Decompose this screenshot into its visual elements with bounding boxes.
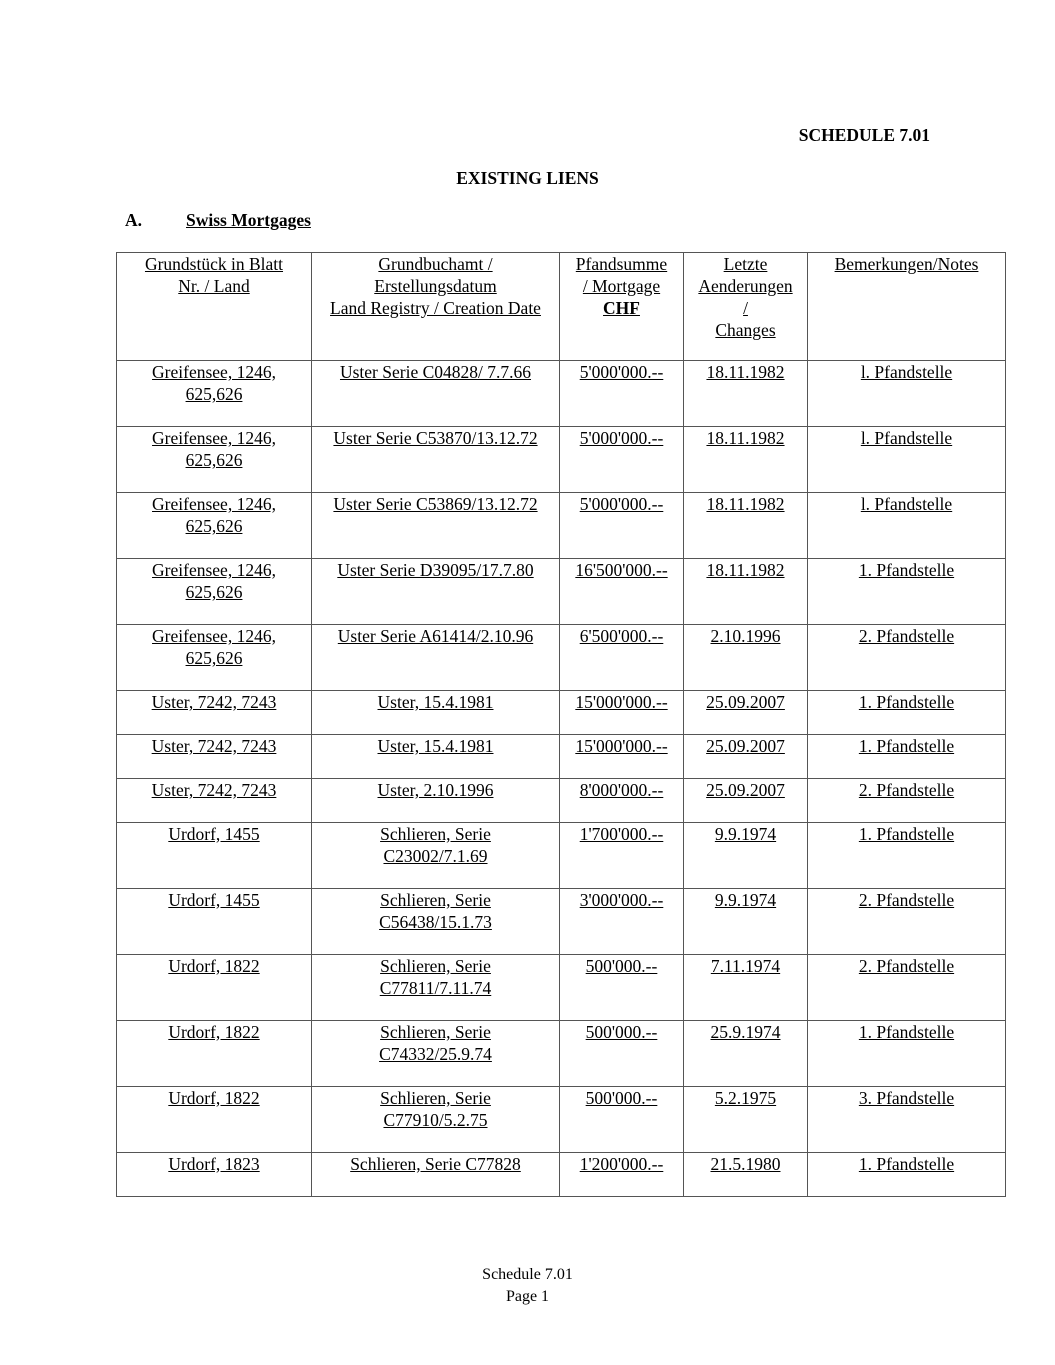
table-row — [117, 955, 1006, 1021]
cell-land: Uster, 7242, 7243 — [117, 691, 312, 735]
cell-registry: Uster, 15.4.1981 — [312, 735, 560, 779]
document-title: EXISTING LIENS — [456, 168, 599, 188]
cell-changes: 18.11.1982 — [684, 427, 808, 493]
header-land: Grundstück in Blatt Nr. / Land — [117, 253, 312, 361]
table-row — [117, 559, 1006, 625]
header-mortgage: Pfandsumme / Mortgage CHF — [560, 253, 684, 361]
cell-mortgage: 16'500'000.-- — [560, 559, 684, 625]
cell-land: Greifensee, 1246, 625,626 — [117, 427, 312, 493]
cell-registry: Schlieren, Serie C23002/7.1.69 — [312, 823, 560, 889]
liens-table — [116, 252, 1006, 1197]
schedule-label: SCHEDULE 7.01 — [798, 125, 930, 145]
cell-land: Greifensee, 1246, 625,626 — [117, 493, 312, 559]
cell-notes: l. Pfandstelle — [808, 493, 1006, 559]
cell-registry: Uster Serie C53870/13.12.72 — [312, 427, 560, 493]
cell-mortgage: 3'000'000.-- — [560, 889, 684, 955]
cell-land: Greifensee, 1246, 625,626 — [117, 361, 312, 427]
cell-changes: 25.09.2007 — [684, 691, 808, 735]
section-letter: A. — [125, 210, 143, 230]
cell-mortgage: 500'000.-- — [560, 1087, 684, 1153]
cell-changes: 2.10.1996 — [684, 625, 808, 691]
header-registry: Grundbuchamt / Erstellungsdatum Land Registry / Creation Date — [312, 253, 560, 361]
cell-registry: Uster Serie A61414/2.10.96 — [312, 625, 560, 691]
cell-registry: Uster Serie C53869/13.12.72 — [312, 493, 560, 559]
cell-land: Urdorf, 1822 — [117, 1087, 312, 1153]
table-row — [117, 1153, 1006, 1197]
cell-registry: Uster, 15.4.1981 — [312, 691, 560, 735]
table-row — [117, 1087, 1006, 1153]
cell-notes: 1. Pfandstelle — [808, 1153, 1006, 1197]
table-row — [117, 779, 1006, 823]
cell-changes: 18.11.1982 — [684, 361, 808, 427]
cell-land: Urdorf, 1822 — [117, 1021, 312, 1087]
cell-land: Urdorf, 1822 — [117, 955, 312, 1021]
table-row — [117, 427, 1006, 493]
cell-land: Uster, 7242, 7243 — [117, 735, 312, 779]
table-row — [117, 735, 1006, 779]
cell-mortgage: 1'200'000.-- — [560, 1153, 684, 1197]
cell-notes: 2. Pfandstelle — [808, 889, 1006, 955]
cell-registry: Schlieren, Serie C74332/25.9.74 — [312, 1021, 560, 1087]
header-notes: Bemerkungen/Notes — [808, 253, 1006, 361]
cell-notes: 2. Pfandstelle — [808, 779, 1006, 823]
section-heading — [125, 210, 311, 231]
cell-mortgage: 5'000'000.-- — [560, 361, 684, 427]
cell-mortgage: 5'000'000.-- — [560, 427, 684, 493]
cell-registry: Schlieren, Serie C77910/5.2.75 — [312, 1087, 560, 1153]
cell-registry: Uster Serie D39095/17.7.80 — [312, 559, 560, 625]
cell-changes: 5.2.1975 — [684, 1087, 808, 1153]
cell-registry: Schlieren, Serie C77811/7.11.74 — [312, 955, 560, 1021]
cell-mortgage: 8'000'000.-- — [560, 779, 684, 823]
footer-schedule: Schedule 7.01 — [482, 1266, 573, 1283]
table-row — [117, 625, 1006, 691]
cell-mortgage: 15'000'000.-- — [560, 735, 684, 779]
cell-land: Greifensee, 1246, 625,626 — [117, 625, 312, 691]
cell-mortgage: 6'500'000.-- — [560, 625, 684, 691]
table-row — [117, 493, 1006, 559]
cell-notes: l. Pfandstelle — [808, 361, 1006, 427]
table-row — [117, 889, 1006, 955]
section-title: Swiss Mortgages — [186, 210, 311, 230]
cell-changes: 25.9.1974 — [684, 1021, 808, 1087]
cell-registry: Schlieren, Serie C77828 — [312, 1153, 560, 1197]
cell-changes: 18.11.1982 — [684, 493, 808, 559]
cell-notes: 1. Pfandstelle — [808, 735, 1006, 779]
cell-changes: 25.09.2007 — [684, 735, 808, 779]
cell-changes: 9.9.1974 — [684, 823, 808, 889]
table-row — [117, 823, 1006, 889]
table-row — [117, 1021, 1006, 1087]
table-header-row — [117, 253, 1006, 361]
cell-changes: 18.11.1982 — [684, 559, 808, 625]
cell-notes: 2. Pfandstelle — [808, 625, 1006, 691]
cell-changes: 9.9.1974 — [684, 889, 808, 955]
header-changes: Letzte Aenderungen / Changes — [684, 253, 808, 361]
cell-notes: l. Pfandstelle — [808, 427, 1006, 493]
cell-land: Uster, 7242, 7243 — [117, 779, 312, 823]
cell-mortgage: 15'000'000.-- — [560, 691, 684, 735]
cell-changes: 7.11.1974 — [684, 955, 808, 1021]
cell-land: Urdorf, 1823 — [117, 1153, 312, 1197]
cell-registry: Uster Serie C04828/ 7.7.66 — [312, 361, 560, 427]
cell-notes: 1. Pfandstelle — [808, 691, 1006, 735]
cell-land: Urdorf, 1455 — [117, 889, 312, 955]
cell-notes: 2. Pfandstelle — [808, 955, 1006, 1021]
footer-page-number: Page 1 — [505, 1288, 550, 1305]
cell-notes: 1. Pfandstelle — [808, 559, 1006, 625]
cell-changes: 25.09.2007 — [684, 779, 808, 823]
table-row — [117, 361, 1006, 427]
cell-notes: 1. Pfandstelle — [808, 823, 1006, 889]
page-footer — [0, 1264, 1055, 1308]
cell-registry: Uster, 2.10.1996 — [312, 779, 560, 823]
cell-mortgage: 5'000'000.-- — [560, 493, 684, 559]
cell-mortgage: 1'700'000.-- — [560, 823, 684, 889]
table-row — [117, 691, 1006, 735]
cell-notes: 3. Pfandstelle — [808, 1087, 1006, 1153]
cell-changes: 21.5.1980 — [684, 1153, 808, 1197]
cell-land: Urdorf, 1455 — [117, 823, 312, 889]
cell-registry: Schlieren, Serie C56438/15.1.73 — [312, 889, 560, 955]
cell-mortgage: 500'000.-- — [560, 1021, 684, 1087]
cell-land: Greifensee, 1246, 625,626 — [117, 559, 312, 625]
cell-mortgage: 500'000.-- — [560, 955, 684, 1021]
cell-notes: 1. Pfandstelle — [808, 1021, 1006, 1087]
